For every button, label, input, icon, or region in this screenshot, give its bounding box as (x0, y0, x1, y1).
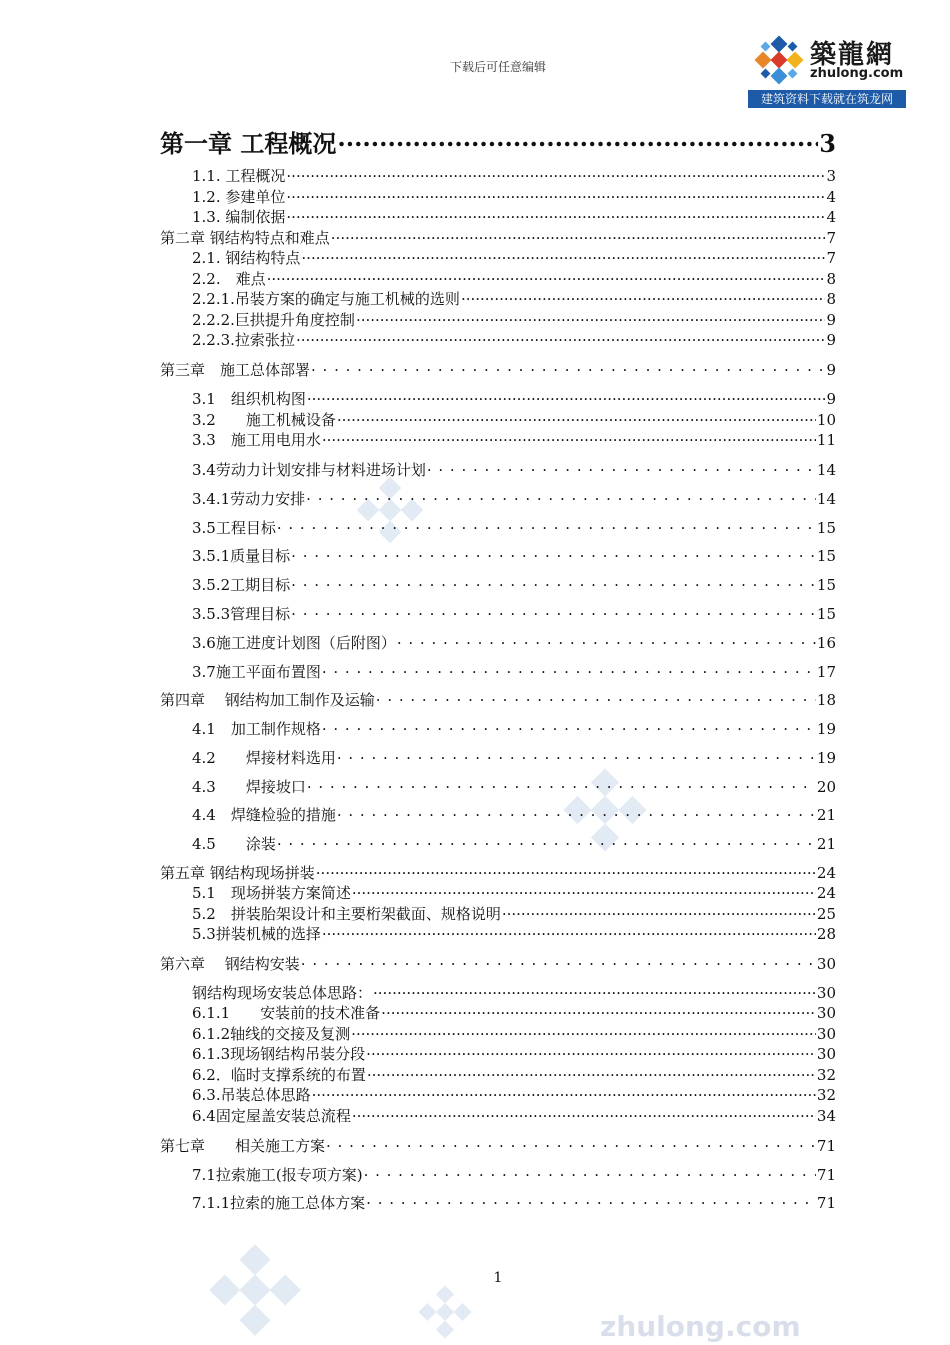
toc-entry-title: 6.4固定屋盖安装总流程 (192, 1107, 351, 1125)
toc-leader-dots (322, 719, 816, 734)
toc-entry[interactable] (192, 165, 836, 186)
toc-entry-title: 4.1 加工制作规格 (192, 720, 321, 738)
toc-entry-title: 2.2.2.巨拱提升角度控制 (192, 311, 355, 329)
toc-entry[interactable] (192, 409, 836, 430)
toc-entry[interactable] (192, 833, 836, 854)
toc-entry-page: 21 (816, 835, 836, 853)
toc-leader-dots (316, 863, 816, 878)
toc-entry[interactable] (192, 329, 836, 350)
toc-entry-title: 2.1. 钢结构特点 (192, 249, 301, 267)
toc-entry-page: 11 (816, 431, 836, 449)
toc-entry-page: 15 (816, 576, 836, 594)
logo-slogan: 建筑资料下载就在筑龙网 (748, 90, 906, 108)
toc-entry-title: 第二章 钢结构特点和难点 (160, 229, 330, 247)
toc-leader-dots (337, 805, 816, 820)
toc-entry-page: 32 (816, 1086, 836, 1104)
toc-leader-dots (322, 924, 816, 939)
toc-entry[interactable] (192, 517, 836, 538)
toc-entry-page: 24 (816, 884, 836, 902)
toc-entry-page: 7 (826, 229, 836, 247)
toc-entry[interactable] (192, 429, 836, 450)
toc-entry-chapter[interactable] (160, 124, 836, 159)
toc-entry-page: 9 (826, 390, 836, 408)
toc-entry-title: 4.3 焊接坡口 (192, 778, 306, 796)
toc-entry-page: 18 (816, 691, 836, 709)
toc-leader-dots (427, 460, 816, 475)
toc-entry-title: 1.1. 工程概况 (192, 167, 286, 185)
toc-entry-page: 71 (816, 1194, 836, 1212)
toc-entry[interactable] (192, 459, 836, 480)
toc-entry[interactable] (192, 903, 836, 924)
toc-entry-page: 30 (816, 1045, 836, 1063)
toc-entry[interactable] (192, 1164, 836, 1185)
toc-entry-title: 3.5工程目标 (192, 519, 276, 537)
toc-leader-dots (286, 187, 825, 202)
toc-entry[interactable] (192, 488, 836, 509)
toc-entry-page: 8 (826, 290, 836, 308)
toc-entry-title: 6.1.1 安装前的技术准备 (192, 1004, 381, 1022)
toc-entry-title: 6.1.2轴线的交接及复测 (192, 1025, 351, 1043)
toc-entry-page: 8 (826, 270, 836, 288)
toc-entry-page: 7 (826, 249, 836, 267)
toc-leader-dots (331, 228, 826, 243)
toc-entry-page: 14 (816, 490, 836, 508)
logo-domain: zhulong.com (810, 66, 904, 81)
logo-name: 築龍網 (810, 40, 895, 70)
toc-entry-page: 9 (826, 311, 836, 329)
toc-entry-page: 4 (826, 188, 836, 206)
toc-leader-dots (367, 1065, 816, 1080)
toc-entry[interactable] (192, 186, 836, 207)
watermark-text: zhulong.com (600, 1310, 801, 1343)
toc-entry-page: 15 (816, 547, 836, 565)
toc-entry[interactable] (192, 388, 836, 409)
toc-entry-chapter[interactable] (160, 689, 836, 710)
toc-entry-page: 30 (816, 984, 836, 1002)
toc-entry-title: 5.2 拼装胎架设计和主要桁架截面、规格说明 (192, 905, 501, 923)
toc-entry-page: 10 (816, 411, 836, 429)
toc-leader-dots (366, 1044, 816, 1059)
toc-entry[interactable] (192, 288, 836, 309)
toc-leader-dots (351, 1024, 816, 1039)
toc-entry-chapter[interactable] (160, 359, 836, 380)
toc-entry-page: 3 (819, 129, 836, 158)
toc-entry-title: 3.2 施工机械设备 (192, 411, 336, 429)
toc-leader-dots (461, 289, 826, 304)
toc-leader-dots (267, 269, 826, 284)
toc-entry-title: 第五章 钢结构现场拼装 (160, 864, 315, 882)
toc-entry-chapter[interactable] (160, 862, 836, 883)
toc-entry-title: 第一章 工程概况 (160, 129, 337, 158)
toc-entry-page: 25 (816, 905, 836, 923)
toc-entry[interactable] (192, 804, 836, 825)
toc-leader-dots (301, 248, 825, 263)
toc-leader-dots (277, 518, 816, 533)
toc-entry[interactable] (192, 1105, 836, 1126)
toc-leader-dots (337, 748, 816, 763)
toc-leader-dots (291, 546, 816, 561)
toc-entry-title: 4.5 涂装 (192, 835, 276, 853)
toc-entry-title: 6.1.3现场钢结构吊装分段 (192, 1045, 366, 1063)
toc-entry[interactable] (192, 923, 836, 944)
toc-leader-dots (307, 777, 816, 792)
toc-entry-page: 34 (816, 1107, 836, 1125)
toc-entry-title: 3.4劳动力计划安排与材料进场计划 (192, 461, 426, 479)
toc-entry-title: 第七章 相关施工方案 (160, 1137, 326, 1155)
toc-entry-page: 24 (816, 864, 836, 882)
toc-entry-title: 3.5.1质量目标 (192, 547, 291, 565)
toc-entry-title: 2.2.3.拉索张拉 (192, 331, 295, 349)
toc-entry[interactable] (192, 718, 836, 739)
toc-entry[interactable] (192, 747, 836, 768)
toc-entry[interactable] (192, 661, 836, 682)
toc-entry-title: 3.5.3管理目标 (192, 605, 291, 623)
toc-leader-dots (337, 128, 818, 152)
toc-entry-title: 3.1 组织机构图 (192, 390, 306, 408)
toc-entry[interactable] (192, 1064, 836, 1085)
toc-entry-title: 第四章 钢结构加工制作及运输 (160, 691, 375, 709)
toc-entry-page: 30 (816, 955, 836, 973)
toc-entry-title: 1.3. 编制依据 (192, 208, 286, 226)
toc-leader-dots (356, 310, 826, 325)
toc-leader-dots (306, 489, 816, 504)
toc-entry-title: 第三章 施工总体部署 (160, 361, 311, 379)
toc-entry[interactable] (192, 268, 836, 289)
toc-leader-dots (337, 410, 816, 425)
toc-entry[interactable] (192, 1084, 836, 1105)
toc-entry-page: 32 (816, 1066, 836, 1084)
toc-entry-title: 7.1.1拉索的施工总体方案 (192, 1194, 366, 1212)
toc-leader-dots (397, 633, 816, 648)
toc-entry-page: 3 (826, 167, 836, 185)
toc-entry-page: 9 (826, 361, 836, 379)
toc-entry-title: 3.4.1劳动力安排 (192, 490, 306, 508)
toc-entry[interactable] (192, 882, 836, 903)
toc-entry[interactable] (192, 603, 836, 624)
toc-entry[interactable] (192, 1043, 836, 1064)
toc-leader-dots (286, 166, 825, 181)
toc-entry-page: 17 (816, 663, 836, 681)
toc-leader-dots (381, 1003, 816, 1018)
toc-leader-dots (307, 389, 826, 404)
toc-leader-dots (366, 1193, 816, 1208)
toc-entry[interactable] (192, 632, 836, 653)
toc-entry[interactable] (192, 1002, 836, 1023)
toc-entry-title: 3.5.2工期目标 (192, 576, 291, 594)
toc-entry-title: 7.1拉索施工(报专项方案) (192, 1166, 363, 1184)
toc-leader-dots (277, 834, 816, 849)
toc-entry[interactable] (192, 206, 836, 227)
toc-leader-dots (322, 430, 816, 445)
toc-entry[interactable] (192, 247, 836, 268)
toc-entry-page: 15 (816, 605, 836, 623)
toc-entry-title: 钢结构现场安装总体思路： (192, 984, 373, 1002)
toc-entry-page: 71 (816, 1137, 836, 1155)
toc-entry-title: 5.3拼装机械的选择 (192, 925, 321, 943)
toc-leader-dots (352, 1106, 816, 1121)
toc-entry-title: 6.2．临时支撑系统的布置 (192, 1066, 366, 1084)
toc-entry-page: 28 (816, 925, 836, 943)
toc-leader-dots (312, 1085, 816, 1100)
toc-entry[interactable] (192, 776, 836, 797)
toc-entry-page: 19 (816, 749, 836, 767)
toc-entry-title: 3.7施工平面布置图 (192, 663, 321, 681)
toc-entry[interactable] (192, 982, 836, 1003)
toc-entry-page: 30 (816, 1025, 836, 1043)
toc-leader-dots (291, 604, 816, 619)
toc-leader-dots (311, 360, 825, 375)
toc-entry-title: 2.2.1.吊装方案的确定与施工机械的选则 (192, 290, 460, 308)
toc-entry-chapter[interactable] (160, 953, 836, 974)
toc-entry-page: 16 (816, 634, 836, 652)
header-note: 下载后可任意编辑 (449, 60, 546, 74)
toc-entry[interactable] (192, 545, 836, 566)
toc-entry-page: 15 (816, 519, 836, 537)
toc-leader-dots (301, 954, 816, 969)
toc-entry-page: 4 (826, 208, 836, 226)
toc-leader-dots (286, 207, 825, 222)
toc-leader-dots (373, 983, 816, 998)
toc-leader-dots (502, 904, 816, 919)
toc-entry[interactable] (192, 309, 836, 330)
toc-leader-dots (326, 1136, 816, 1151)
toc-entry-page: 14 (816, 461, 836, 479)
toc-leader-dots (352, 883, 816, 898)
toc-entry-chapter[interactable] (160, 227, 836, 248)
toc-entry-page: 20 (816, 778, 836, 796)
toc-entry-title: 5.1 现场拼装方案简述 (192, 884, 351, 902)
toc-entry-title: 3.3 施工用电用水 (192, 431, 321, 449)
toc-entry-title: 4.2 焊接材料选用 (192, 749, 336, 767)
toc-entry[interactable] (192, 1192, 836, 1213)
toc-entry-title: 6.3.吊装总体思路 (192, 1086, 311, 1104)
toc-leader-dots (322, 662, 816, 677)
toc-entry-page: 21 (816, 806, 836, 824)
toc-leader-dots (376, 690, 816, 705)
toc-entry-title: 3.6施工进度计划图（后附图） (192, 634, 396, 652)
toc-entry-chapter[interactable] (160, 1135, 836, 1156)
toc-entry-page: 9 (826, 331, 836, 349)
toc-entry-page: 30 (816, 1004, 836, 1022)
toc-entry-title: 第六章 钢结构安装 (160, 955, 300, 973)
toc-entry-page: 19 (816, 720, 836, 738)
toc-entry[interactable] (192, 574, 836, 595)
toc-leader-dots (364, 1165, 816, 1180)
toc-leader-dots (291, 575, 816, 590)
page-number: 1 (493, 1270, 503, 1286)
toc-entry-title: 2.2. 难点 (192, 270, 266, 288)
toc-entry-page: 71 (816, 1166, 836, 1184)
toc-leader-dots (296, 330, 826, 345)
toc-entry-title: 4.4 焊缝检验的措施 (192, 806, 336, 824)
toc-entry[interactable] (192, 1023, 836, 1044)
toc-entry-title: 1.2. 参建单位 (192, 188, 286, 206)
